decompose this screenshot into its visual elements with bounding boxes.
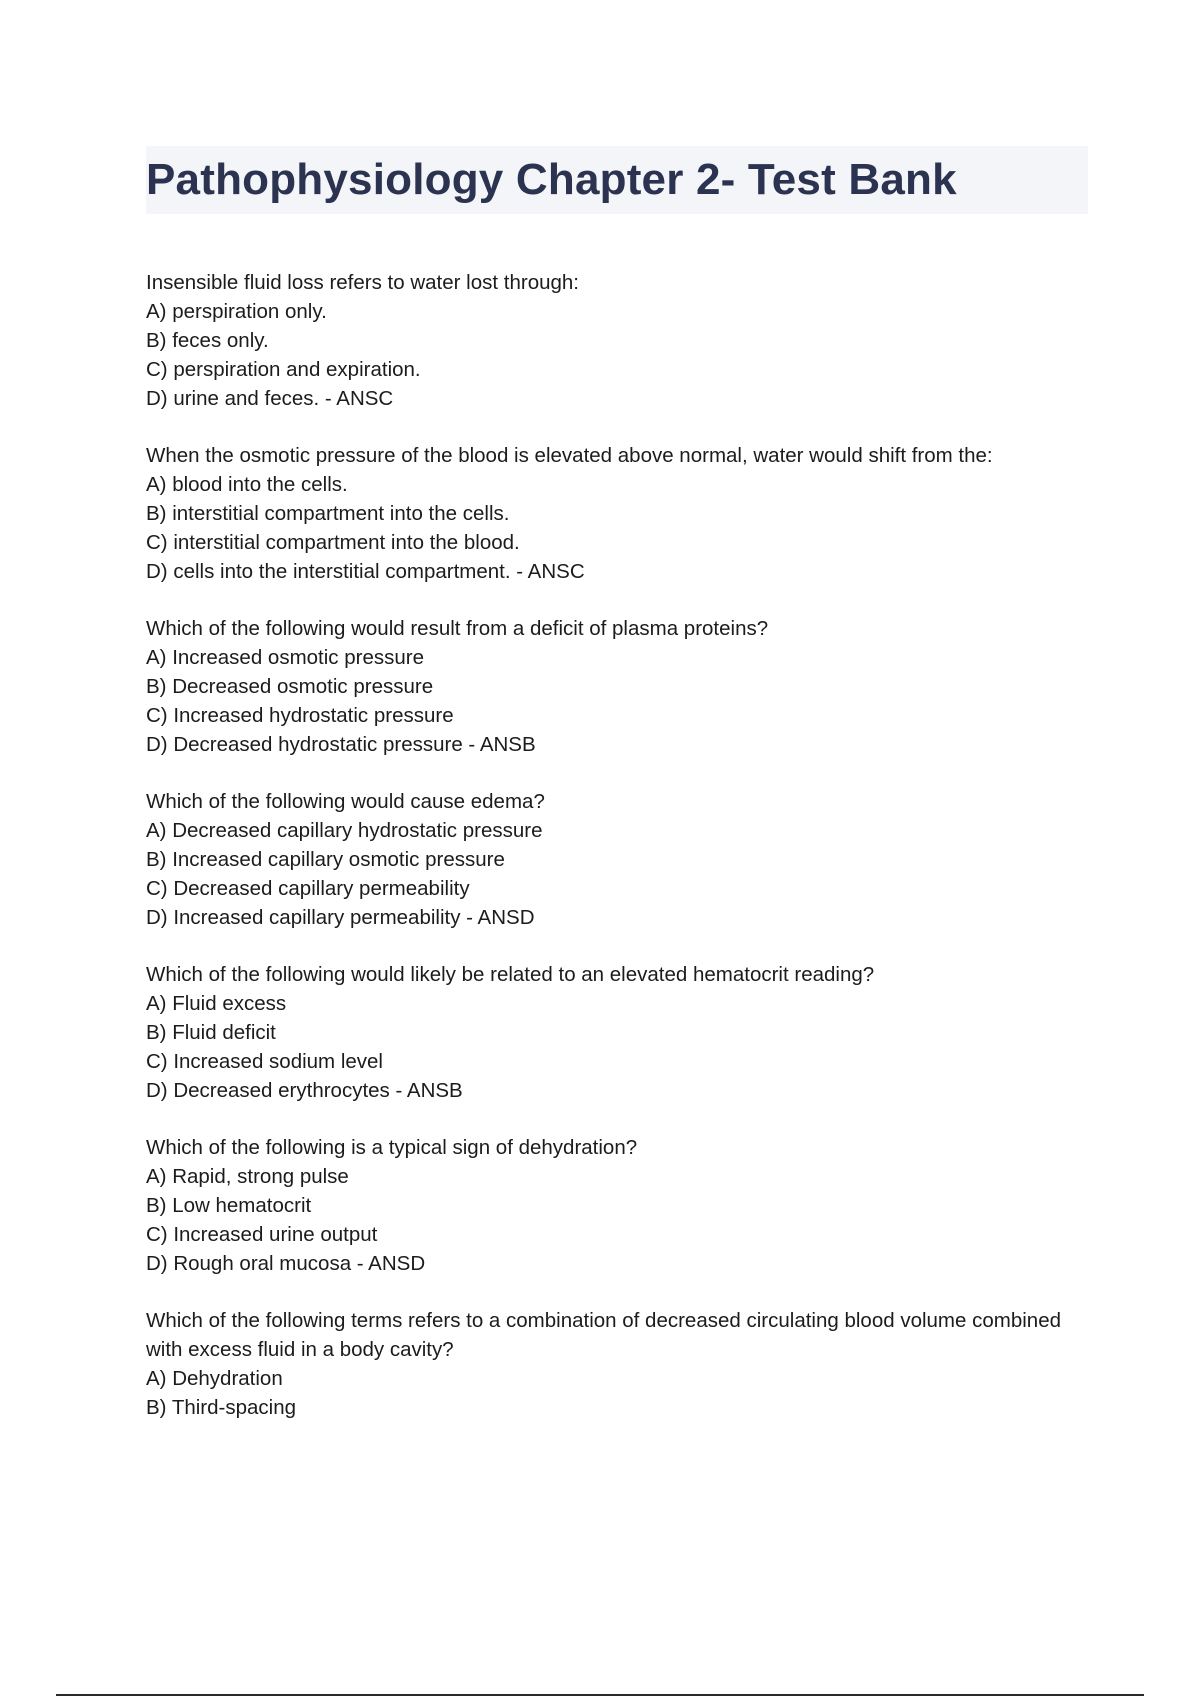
answer-option: B) Increased capillary osmotic pressure: [146, 848, 505, 871]
answer-option: B) feces only.: [146, 329, 269, 352]
question-1: [146, 268, 1086, 413]
question-3: [146, 614, 1086, 759]
question-4: [146, 787, 1086, 932]
answer-option: A) Decreased capillary hydrostatic pressure: [146, 819, 543, 842]
question-stem: Which of the following is a typical sign of dehydration?: [146, 1136, 638, 1159]
question-stem: When the osmotic pressure of the blood is elevated above normal, water would shift from the:: [146, 444, 993, 467]
question-stem: Which of the following would cause edema?: [146, 790, 545, 813]
answer-option: D) Decreased hydrostatic pressure - ANSB: [146, 733, 536, 756]
question-2: [146, 441, 1086, 586]
answer-option: B) interstitial compartment into the cells.: [146, 502, 510, 525]
answer-option: A) blood into the cells.: [146, 473, 348, 496]
answer-option: B) Decreased osmotic pressure: [146, 675, 434, 698]
question-list: [146, 268, 1086, 1450]
answer-option: D) Increased capillary permeability - ANSD: [146, 906, 535, 929]
question-stem: Which of the following would likely be related to an elevated hematocrit reading?: [146, 963, 875, 986]
question-stem: Insensible fluid loss refers to water lost through:: [146, 271, 579, 294]
answer-option: D) Decreased erythrocytes - ANSB: [146, 1079, 463, 1102]
answer-option: D) Rough oral mucosa - ANSD: [146, 1252, 426, 1275]
answer-option: C) interstitial compartment into the blood.: [146, 531, 520, 554]
answer-option: C) Increased urine output: [146, 1223, 378, 1246]
question-stem: Which of the following terms refers to a combination of decreased circulating blood volume combined with excess fluid in a body cavity?: [146, 1309, 1061, 1361]
question-6: [146, 1133, 1086, 1278]
answer-option: C) Increased hydrostatic pressure: [146, 704, 454, 727]
answer-option: C) perspiration and expiration.: [146, 358, 421, 381]
answer-option: A) Fluid excess: [146, 992, 287, 1015]
answer-option: B) Fluid deficit: [146, 1021, 276, 1044]
answer-option: D) cells into the interstitial compartment. - ANSC: [146, 560, 585, 583]
question-stem: Which of the following would result from a deficit of plasma proteins?: [146, 617, 769, 640]
answer-option: B) Third-spacing: [146, 1396, 297, 1419]
answer-option: A) perspiration only.: [146, 300, 327, 323]
answer-option: B) Low hematocrit: [146, 1194, 312, 1217]
answer-option: C) Increased sodium level: [146, 1050, 383, 1073]
answer-option: A) Increased osmotic pressure: [146, 646, 425, 669]
page-title: Pathophysiology Chapter 2- Test Bank: [146, 155, 957, 204]
page-footer-divider: [56, 1694, 1144, 1696]
question-5: [146, 960, 1086, 1105]
question-7: [146, 1306, 1086, 1422]
answer-option: A) Dehydration: [146, 1367, 283, 1390]
answer-option: C) Decreased capillary permeability: [146, 877, 470, 900]
title-banner: [146, 146, 1088, 214]
answer-option: D) urine and feces. - ANSC: [146, 387, 394, 410]
answer-option: A) Rapid, strong pulse: [146, 1165, 349, 1188]
